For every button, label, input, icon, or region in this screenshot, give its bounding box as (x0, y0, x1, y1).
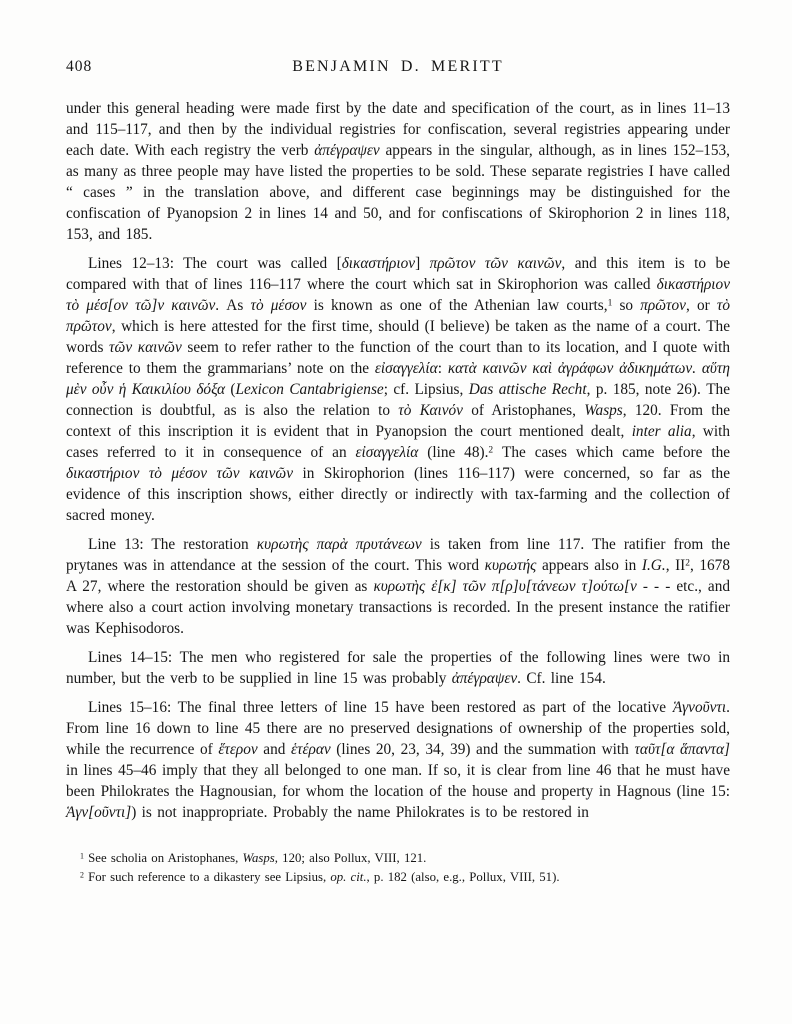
text-run: seem to refer rather to the function of the court than to its location, and I quote with reference to them the grammarians’ note on the (66, 339, 731, 377)
text-run: , or (685, 297, 717, 314)
emphasized-text: κυρωτὴς παρὰ πρυτάνεων (256, 536, 422, 553)
text-run: is known as one of the Athenian law courts, (306, 297, 608, 314)
footnote-marker: 1 (80, 851, 84, 861)
emphasized-text: ἀπέγραψεν (451, 670, 518, 687)
emphasized-text: ἀπέγραψεν (314, 142, 380, 159)
text-run: Lines 12–13: The court was called [ (88, 255, 342, 272)
running-head: BENJAMIN D. MERITT (292, 58, 504, 75)
text-run: in Skirophorion (lines 116–117) were concerned, so far as the evidence of this inscription shows, either directly or indirectly with tax-farming and the collection of sacred money. (66, 465, 730, 524)
text-run: , 120. From the context of this inscription it is evident that in Pyanopsion the court mentioned dealt, (66, 402, 731, 440)
text-run: in lines 45–46 imply that they all belonged to one man. If so, it is clear from line 46 that he must have been Philokrates the Hagnousian, for whom the location of the house and property in Hagnous (line 15: (66, 762, 730, 800)
footnote-marker: 1 (607, 298, 613, 309)
text-run: (lines 20, 23, 34, 39) and the summation with (330, 741, 635, 758)
text-run: so (612, 297, 641, 314)
text-run: appears in the singular, although, as in lines 152–153, as many as three people may have listed the properties to be sold. These separate registries I have called “ cases ” in the translation above, and different case beginnings may be distinguished for the confiscation of Pyanopsion 2 in lines 14 and 50, and for confiscations of Skirophorion 2 in lines 118, 153, and 185. (66, 142, 730, 243)
text-run: , 120; also Pollux, VIII, 121. (274, 851, 427, 865)
text-run: Lines 15–16: The final three letters of line 15 have been restored as part of the locative (88, 699, 673, 716)
paragraph (66, 647, 730, 689)
text-run: , and this item is to be compared with that of lines 116–117 where the court which sat in Skirophorion was called (66, 255, 730, 293)
emphasized-text: ταῦτ[α ἅπαντα] (634, 741, 730, 758)
emphasized-text: Ἁγν[οῦντι] (66, 804, 132, 821)
emphasized-text: ἑτέραν (290, 741, 331, 758)
footnote (66, 868, 730, 887)
text-run: The cases which came before the (493, 444, 731, 461)
text-run: , p. 182 (also, e.g., Pollux, VIII, 51). (366, 869, 560, 884)
text-run: . From line 16 down to line 45 there are no preserved designations of ownership of the properties sold, while the recurrence of (66, 699, 730, 758)
paragraph (66, 98, 730, 245)
text-run: : (437, 360, 448, 377)
emphasized-text: δικαστήριον (341, 255, 416, 272)
footnote-marker: 2 (685, 558, 690, 569)
text-run: of Aristophanes, (462, 402, 585, 419)
emphasized-text: κυρωτὴς ἐ[κ] τῶν π[ρ]υ[τάνεων τ]ούτω[ν (373, 578, 637, 595)
text-run: , II (665, 557, 686, 574)
text-run: ] (415, 255, 430, 272)
text-run: (line 48). (418, 444, 489, 461)
paragraph (66, 253, 730, 526)
emphasized-text: Das attische Recht (468, 381, 587, 398)
footnote-marker: 2 (80, 869, 84, 879)
emphasized-text: τὸ μέσον (250, 297, 307, 314)
emphasized-text: Wasps (584, 402, 623, 419)
emphasized-text: κυρωτής (484, 557, 537, 574)
text-run: Lines 14–15: The men who registered for sale the properties of the following lines were two in number, but the verb to be supplied in line 15 was probably (66, 649, 730, 687)
text-run: appears also in (536, 557, 642, 574)
emphasized-text: εἰσαγγελία (374, 360, 438, 377)
emphasized-text: πρῶτον τῶν καινῶν (429, 255, 562, 272)
emphasized-text: πρῶτον (640, 297, 686, 314)
text-run: is taken from line 117. The ratifier from the prytanes was in attendance at the session of the court. This word (66, 536, 730, 574)
footnote-marker: 2 (488, 445, 494, 456)
text-run: ; cf. Lipsius, (383, 381, 469, 398)
footnote (66, 849, 730, 868)
text-run: , p. 185, note 26). The connection is doubtful, as is also the relation to (66, 381, 731, 419)
text-run: , 1678 A 27, where the restoration should be given as (66, 557, 730, 595)
text-run: , with cases referred to it in consequence of an (66, 423, 731, 461)
emphasized-text: εἰσαγγελία (355, 444, 419, 461)
emphasized-text: δικαστήριον τὸ μέσ[ον τῶ]ν καινῶν (66, 276, 730, 314)
emphasized-text: κατὰ καινῶν καὶ ἀγράφων ἀδικημάτων. αὕτη μὲν οὖν ἡ Καικιλίου δόξα (66, 360, 731, 398)
text-run: . Cf. line 154. (517, 670, 606, 687)
text-run: and (257, 741, 291, 758)
article-body (66, 98, 730, 823)
emphasized-text: op. cit. (330, 869, 367, 884)
page-number: 408 (66, 58, 93, 75)
emphasized-text: δικαστήριον τὸ μέσον τῶν καινῶν (66, 465, 294, 482)
text-run: ) is not inappropriate. Probably the name Philokrates is to be restored in (131, 804, 589, 821)
text-run: For such reference to a dikastery see Lipsius, (83, 869, 331, 884)
emphasized-text: Wasps (242, 851, 275, 865)
paragraph (66, 534, 730, 639)
emphasized-text: Lexicon Cantabrigiense (235, 381, 384, 398)
text-run: See scholia on Aristophanes, (83, 851, 243, 865)
text-run: Line 13: The restoration (88, 536, 257, 553)
emphasized-text: inter alia (631, 423, 692, 440)
emphasized-text: I.G. (641, 557, 666, 574)
text-run: , which is here attested for the first time, should (I believe) be taken as the name of a court. The words (66, 318, 730, 356)
text-run: . As (215, 297, 251, 314)
emphasized-text: τῶν καινῶν (109, 339, 182, 356)
text-run: under this general heading were made first by the date and specification of the court, as in lines 11–13 and 115–117, and then by the individual registries for confiscation, several registries appearing under each date. With each registry the verb (66, 100, 730, 159)
emphasized-text: τὸ Καινόν (398, 402, 463, 419)
paragraph (66, 697, 730, 823)
emphasized-text: τὸ πρῶτον (66, 297, 731, 335)
text-run: ( (225, 381, 236, 398)
emphasized-text: ἕτερον (218, 741, 258, 758)
footnotes-section (66, 849, 730, 886)
emphasized-text: Ἁγνοῦντι (672, 699, 727, 716)
text-run: - - - etc., and where also a court action involving monetary transactions is recorded. In the present instance the ratifier was Kephisodoros. (66, 578, 731, 637)
page-header (66, 58, 730, 78)
